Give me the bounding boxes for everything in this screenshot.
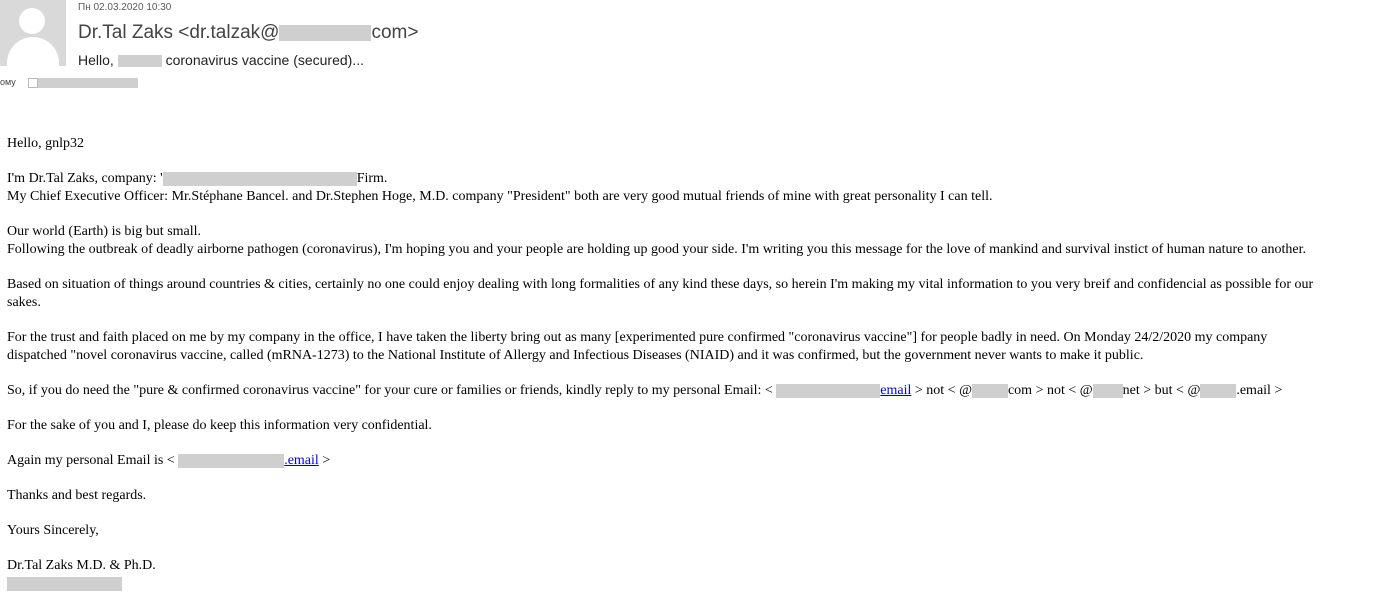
redaction-bar: [118, 55, 162, 67]
paragraph-world-1: Our world (Earth) is big but small.: [7, 224, 202, 239]
signature-redaction: [7, 575, 1313, 593]
to-label: ому: [0, 77, 16, 87]
message-header: [0, 0, 1398, 100]
redaction-bar: [163, 172, 357, 186]
signature-name: Dr.Tal Zaks M.D. & Ph.D.: [7, 558, 156, 573]
recipient-checkbox[interactable]: [28, 78, 38, 88]
again-text-2: >: [318, 453, 331, 468]
sender-domain: com>: [371, 22, 419, 43]
email-link[interactable]: email: [880, 383, 912, 398]
redaction-bar: [279, 25, 371, 41]
paragraph-reply: [7, 382, 1313, 400]
reply-text-4: net > but < @: [1122, 383, 1201, 398]
avatar-body-shape: [7, 37, 59, 66]
sender-name: Dr.Tal Zaks <dr.talzak@: [78, 22, 280, 43]
personal-email-link[interactable]: .email: [284, 453, 319, 468]
redaction-bar: [7, 577, 122, 591]
intro-firm: Firm.: [356, 171, 388, 186]
paragraph-again: [7, 452, 1313, 470]
message-date: Пн 02.03.2020 10:30: [78, 2, 172, 13]
redaction-bar: [776, 384, 880, 398]
paragraph-confidential: For the sake of you and I, please do keep this information very confidential.: [7, 418, 432, 433]
subject-line: [78, 52, 364, 68]
paragraph-situation-1: Based on situation of things around countries & cities, certainly no one could enjoy dealing with long formalities of any kind these days, so herein I'm making my vital information to you very breif and confidencial as possible for our: [7, 277, 1314, 292]
paragraph-situation-2: sakes.: [7, 295, 41, 310]
sender-line[interactable]: [78, 22, 418, 44]
reply-text: So, if you do need the "pure & confirmed coronavirus vaccine" for your cure or families or friends, kindly reply to my personal Email: <: [7, 383, 773, 398]
intro-text: I'm Dr.Tal Zaks, company: ': [7, 171, 163, 186]
redaction-bar: [1093, 384, 1123, 398]
paragraph-thanks: Thanks and best regards.: [7, 488, 147, 503]
again-text: Again my personal Email is <: [7, 453, 175, 468]
message-body: [7, 135, 1313, 593]
paragraph-intro: [7, 170, 1313, 188]
reply-text-5: .email >: [1236, 383, 1283, 398]
subject-text: coronavirus vaccine (secured)...: [165, 52, 364, 68]
greeting: Hello, gnlp32: [7, 136, 84, 151]
reply-text-3: com > not < @: [1007, 383, 1093, 398]
redaction-bar: [178, 454, 284, 468]
sender-avatar[interactable]: [0, 0, 66, 66]
paragraph-yours: Yours Sincerely,: [7, 523, 99, 538]
paragraph-trust-1: For the trust and faith placed on me by my company in the office, I have taken the liberty bring out as many [experimented pure confirmed "coronavirus vaccine"] for people badly in need. On Monday 24/2/2020 my company: [7, 330, 1268, 345]
paragraph-intro-2: My Chief Executive Officer: Mr.Stéphane Bancel. and Dr.Stephen Hoge, M.D. company "President" both are very good mutual friends of mine with great personality I can tell.: [7, 189, 993, 204]
recipient-redaction: [38, 78, 138, 88]
paragraph-trust-2: dispatched "novel coronavirus vaccine, called (mRNA-1273) to the National Institute of Allergy and Infectious Diseases (NIAID) and it was confirmed, but the government never wants to make it public.: [7, 348, 1144, 363]
avatar-head-shape: [19, 8, 45, 34]
paragraph-world-2: Following the outbreak of deadly airborne pathogen (coronavirus), I'm hoping you and your people are holding up good your side. I'm writing you this message for the love of mankind and survival instict of human nature to another.: [7, 242, 1306, 257]
reply-text-2: > not < @: [911, 383, 972, 398]
subject-greeting: Hello,: [78, 52, 114, 68]
redaction-bar: [972, 384, 1008, 398]
redaction-bar: [1200, 384, 1236, 398]
